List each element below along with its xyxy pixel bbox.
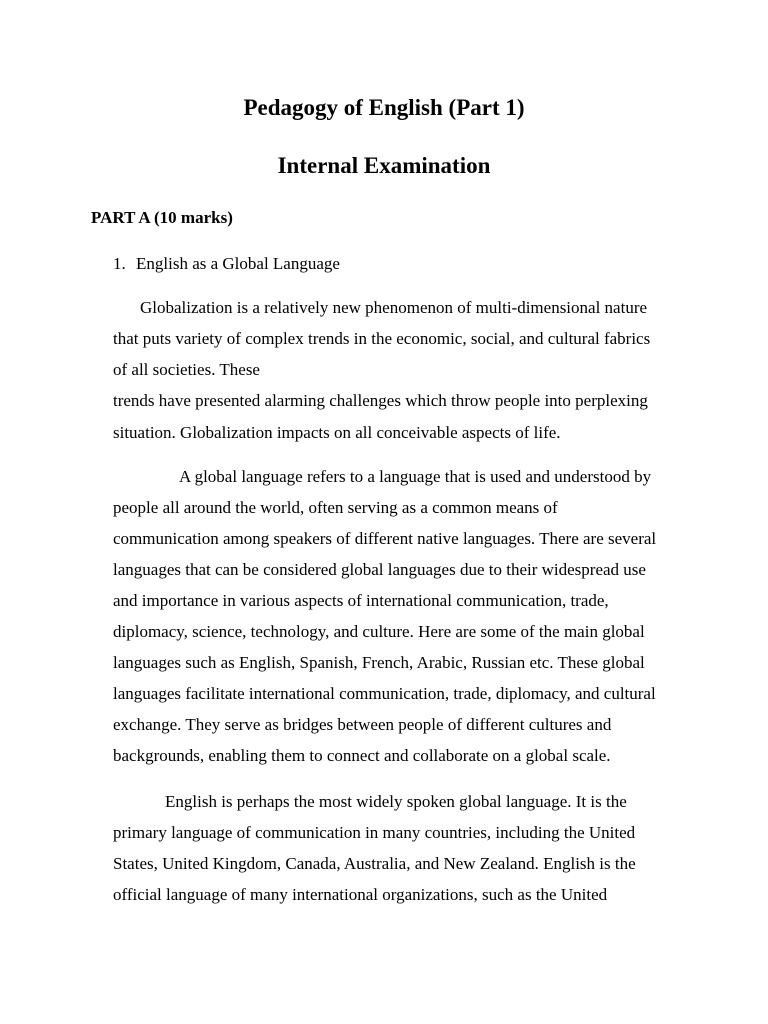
paragraph-line: and importance in various aspects of international communication, trade, — [113, 591, 609, 610]
paragraph-line: English is perhaps the most widely spoken global language. It is the — [165, 792, 627, 811]
paragraph-line: official language of many international organizations, such as the United — [113, 885, 608, 904]
part-heading: PART A (10 marks) — [91, 208, 233, 227]
list-item-title: English as a Global Language — [136, 254, 340, 273]
paragraph-line: A global language refers to a language that is used and understood by — [179, 467, 652, 486]
paragraph-english — [113, 786, 693, 910]
paragraph-line: of all societies. These — [113, 360, 260, 379]
paragraph-line: exchange. They serve as bridges between people of different cultures and — [113, 715, 612, 734]
paragraph-line: languages that can be considered global languages due to their widespread use — [113, 560, 646, 579]
paragraph-line: situation. Globalization impacts on all conceivable aspects of life. — [113, 423, 561, 442]
paragraph-line: States, United Kingdom, Canada, Australia, and New Zealand. English is the — [113, 854, 636, 873]
paragraph-line: languages facilitate international communication, trade, diplomacy, and cultural — [113, 684, 656, 703]
paragraph-line: people all around the world, often serving as a common means of — [113, 498, 558, 517]
paragraph-line: communication among speakers of different native languages. There are several — [113, 529, 657, 548]
paragraph-line: backgrounds, enabling them to connect and collaborate on a global scale. — [113, 746, 611, 765]
paragraph-line: Globalization is a relatively new phenomenon of multi-dimensional nature — [140, 298, 648, 317]
document-title: Pedagogy of English (Part 1) — [243, 95, 525, 120]
document-subtitle: Internal Examination — [277, 153, 491, 178]
paragraph-globalization — [113, 292, 693, 448]
paragraph-line: that puts variety of complex trends in the economic, social, and cultural fabrics — [113, 329, 651, 348]
list-item-number: 1. — [113, 254, 126, 273]
paragraph-line: trends have presented alarming challenges which throw people into perplexing — [113, 391, 648, 410]
paragraph-line: diplomacy, science, technology, and culture. Here are some of the main global — [113, 622, 645, 641]
paragraph-line: languages such as English, Spanish, French, Arabic, Russian etc. These global — [113, 653, 645, 672]
list-item-heading — [113, 254, 340, 274]
paragraph-global-language — [113, 461, 693, 771]
paragraph-line: primary language of communication in many countries, including the United — [113, 823, 636, 842]
